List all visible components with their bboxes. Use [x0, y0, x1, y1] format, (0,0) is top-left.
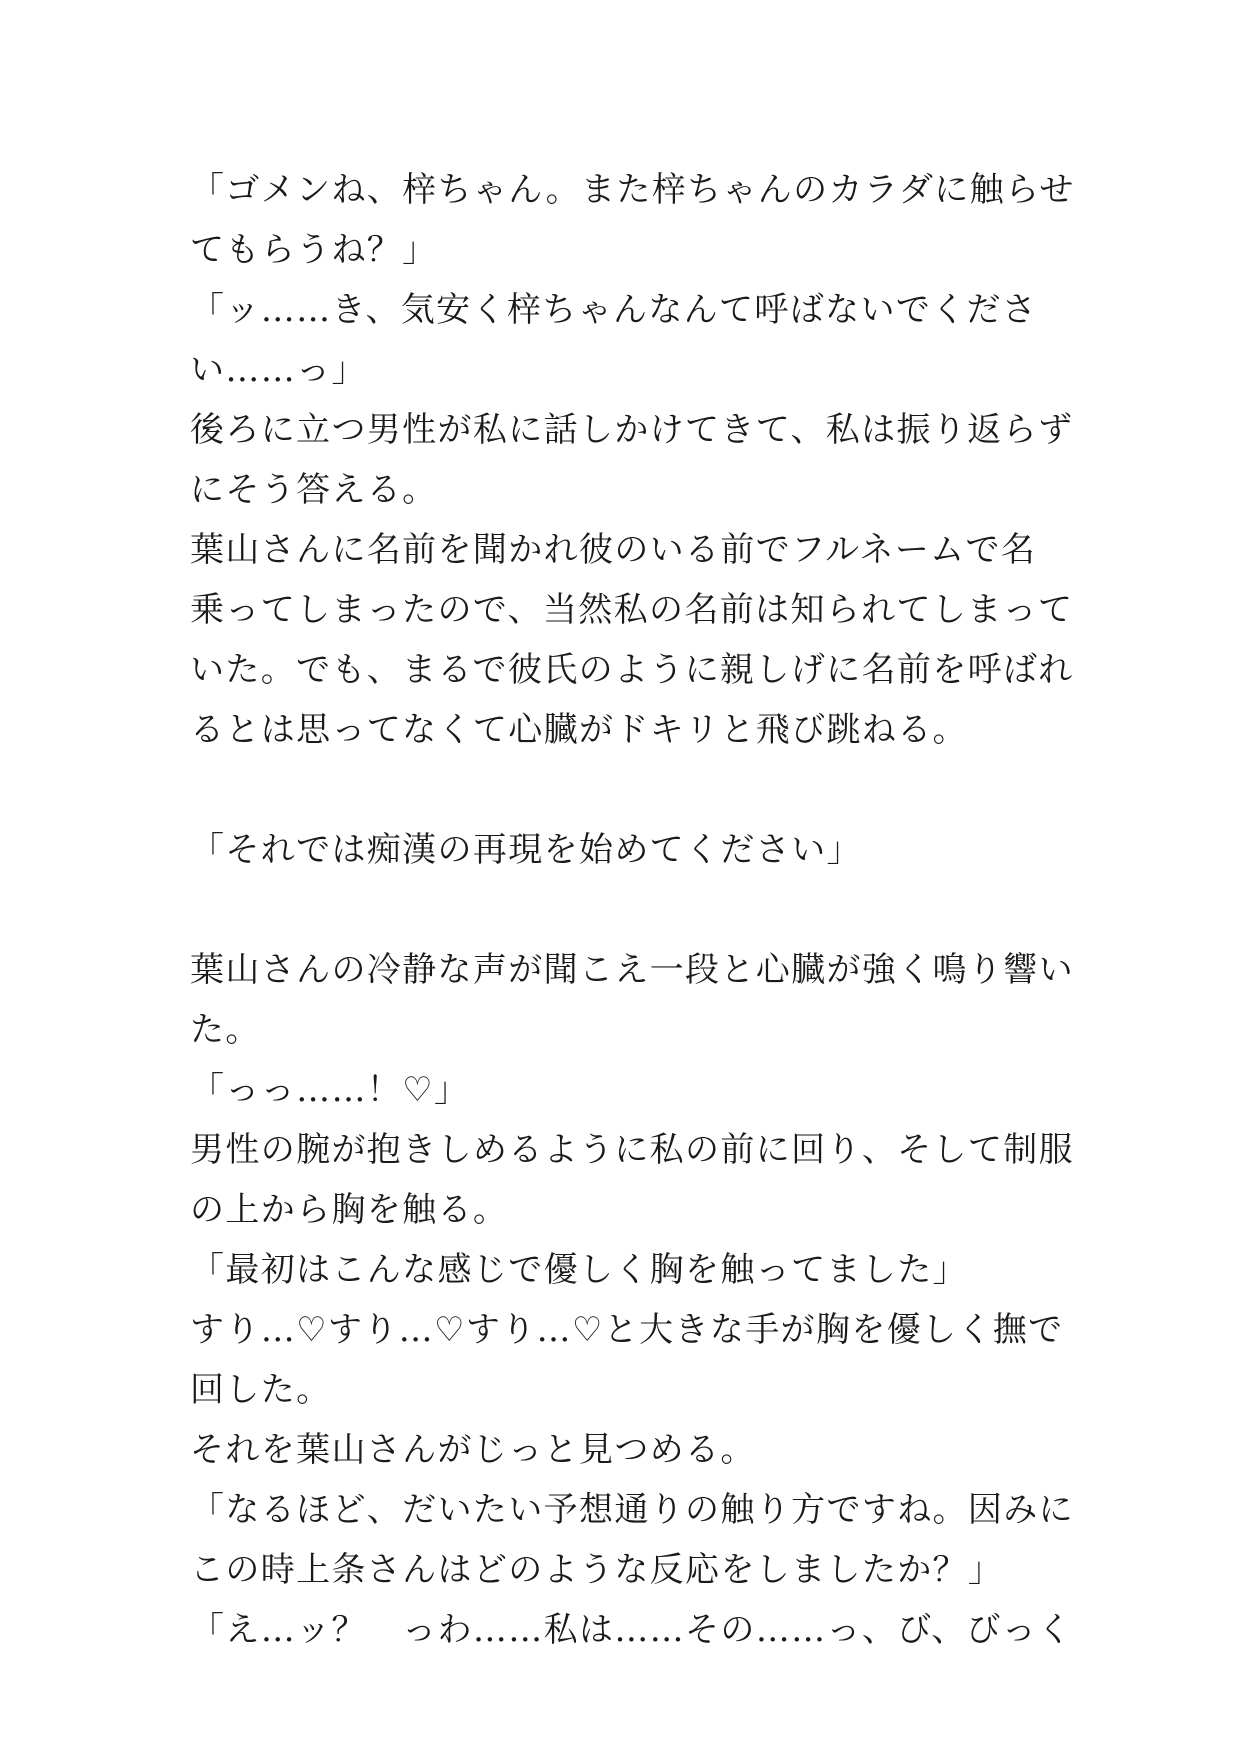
text-line: るとは思ってなくて心臓がドキリと飛び跳ねる。 — [190, 710, 968, 750]
text-line: た。 — [190, 1010, 261, 1050]
body-text — [190, 160, 1075, 1660]
text-line: にそう答える。 — [190, 470, 438, 510]
text-line: 後ろに立つ男性が私に話しかけてきて、私は振り返らず — [190, 410, 1074, 450]
text-line: 男性の腕が抱きしめるように私の前に回り、そして制服 — [190, 1130, 1074, 1170]
text-line: 「それでは痴漢の再現を始めてください」 — [190, 830, 862, 870]
text-line: 「え…ッ？ っわ……私は……その……っ、び、びっく — [190, 1610, 1073, 1650]
text-line: すり…♡すり…♡すり…♡と大きな手が胸を優しく撫で — [190, 1310, 1064, 1350]
text-line: 「ゴメンね、梓ちゃん。また梓ちゃんのカラダに触らせ — [190, 170, 1075, 210]
text-line: 「なるほど、だいたい予想通りの触り方ですね。因みに — [190, 1490, 1074, 1530]
blank-line — [190, 760, 1060, 820]
text-line: 葉山さんに名前を聞かれ彼のいる前でフルネームで名 — [190, 530, 1037, 570]
text-line: の上から胸を触る。 — [190, 1190, 509, 1230]
text-line: 乗ってしまったので、当然私の名前は知られてしまって — [190, 590, 1074, 630]
text-line: いた。でも、まるで彼氏のように親しげに名前を呼ばれ — [190, 650, 1074, 690]
text-line: 「っっ……！♡」 — [190, 1070, 470, 1110]
text-line: 「最初はこんな感じで優しく胸を触ってました」 — [190, 1250, 968, 1290]
blank-line — [190, 880, 1060, 940]
text-line: 回した。 — [190, 1370, 332, 1410]
text-line: い……っ」 — [190, 350, 367, 390]
text-line: この時上条さんはどのような反応をしましたか？」 — [190, 1550, 1004, 1590]
text-line: 葉山さんの冷静な声が聞こえ一段と心臓が強く鳴り響い — [190, 950, 1074, 990]
text-line: 「ッ……き、気安く梓ちゃんなんて呼ばないでくださ — [190, 290, 1038, 330]
text-line: てもらうね？」 — [190, 230, 438, 270]
text-line: それを葉山さんがじっと見つめる。 — [190, 1430, 756, 1470]
